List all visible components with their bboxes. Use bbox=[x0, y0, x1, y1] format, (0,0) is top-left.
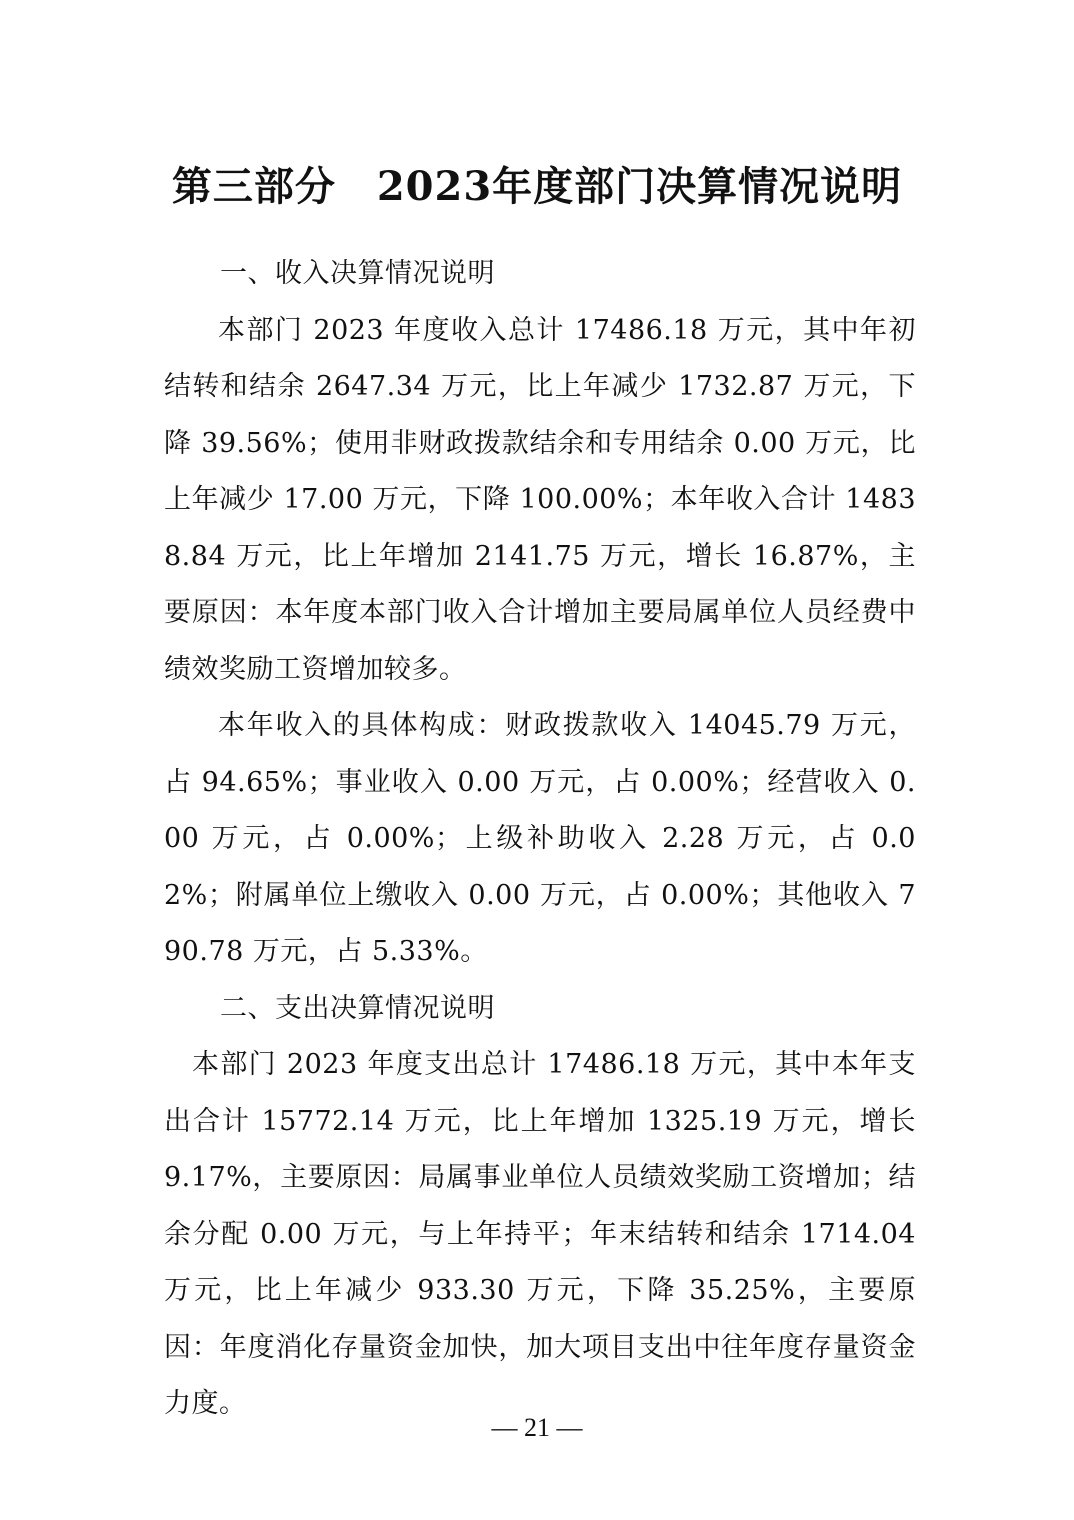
page-title: 第三部分 2023年度部门决算情况说明 bbox=[171, 162, 903, 210]
income-paragraph-1: 本部门 2023 年度收入总计 17486.18 万元，其中年初结转和结余 2647.34 万元，比上年减少 1732.87 万元，下降 39.56%；使用非财政拨款结余和专用结余 0.00 万元，比上年减少 17.00 万元，下降 100.00%；本年收入合计 14838.84 万元，比上年增加 2141.75 万元，增长 16.87%，主要原因：本年度本部门收入合计增加主要局属单位人员经费中绩效奖励工资增加较多。 bbox=[164, 314, 916, 685]
expenditure-paragraph-1: 本部门 2023 年度支出总计 17486.18 万元，其中本年支出合计 15772.14 万元，比上年增加 1325.19 万元，增长 9.17%，主要原因：局属事业单位人员绩效奖励工资增加；结余分配 0.00 万元，与上年持平；年末结转和结余 1714.04 万元，比上年减少 933.30 万元，下降 35.25%，主要原因：年度消化存量资金加快，加大项目支出中往年度存量资金力度。 bbox=[164, 1049, 916, 1419]
section-heading-income: 一、收入决算情况说明 bbox=[220, 258, 495, 289]
document-body bbox=[164, 246, 916, 1433]
income-paragraph-2: 本年收入的具体构成：财政拨款收入 14045.79 万元，占 94.65%；事业收入 0.00 万元，占 0.00%；经营收入 0.00 万元，占 0.00%；上级补助收入 2.28 万元，占 0.02%；附属单位上缴收入 0.00 万元，占 0.00%；其他收入 790.78 万元，占 5.33%。 bbox=[164, 710, 916, 967]
section-heading-expenditure: 二、支出决算情况说明 bbox=[220, 992, 495, 1024]
page-number: — 21 — bbox=[491, 1413, 583, 1442]
